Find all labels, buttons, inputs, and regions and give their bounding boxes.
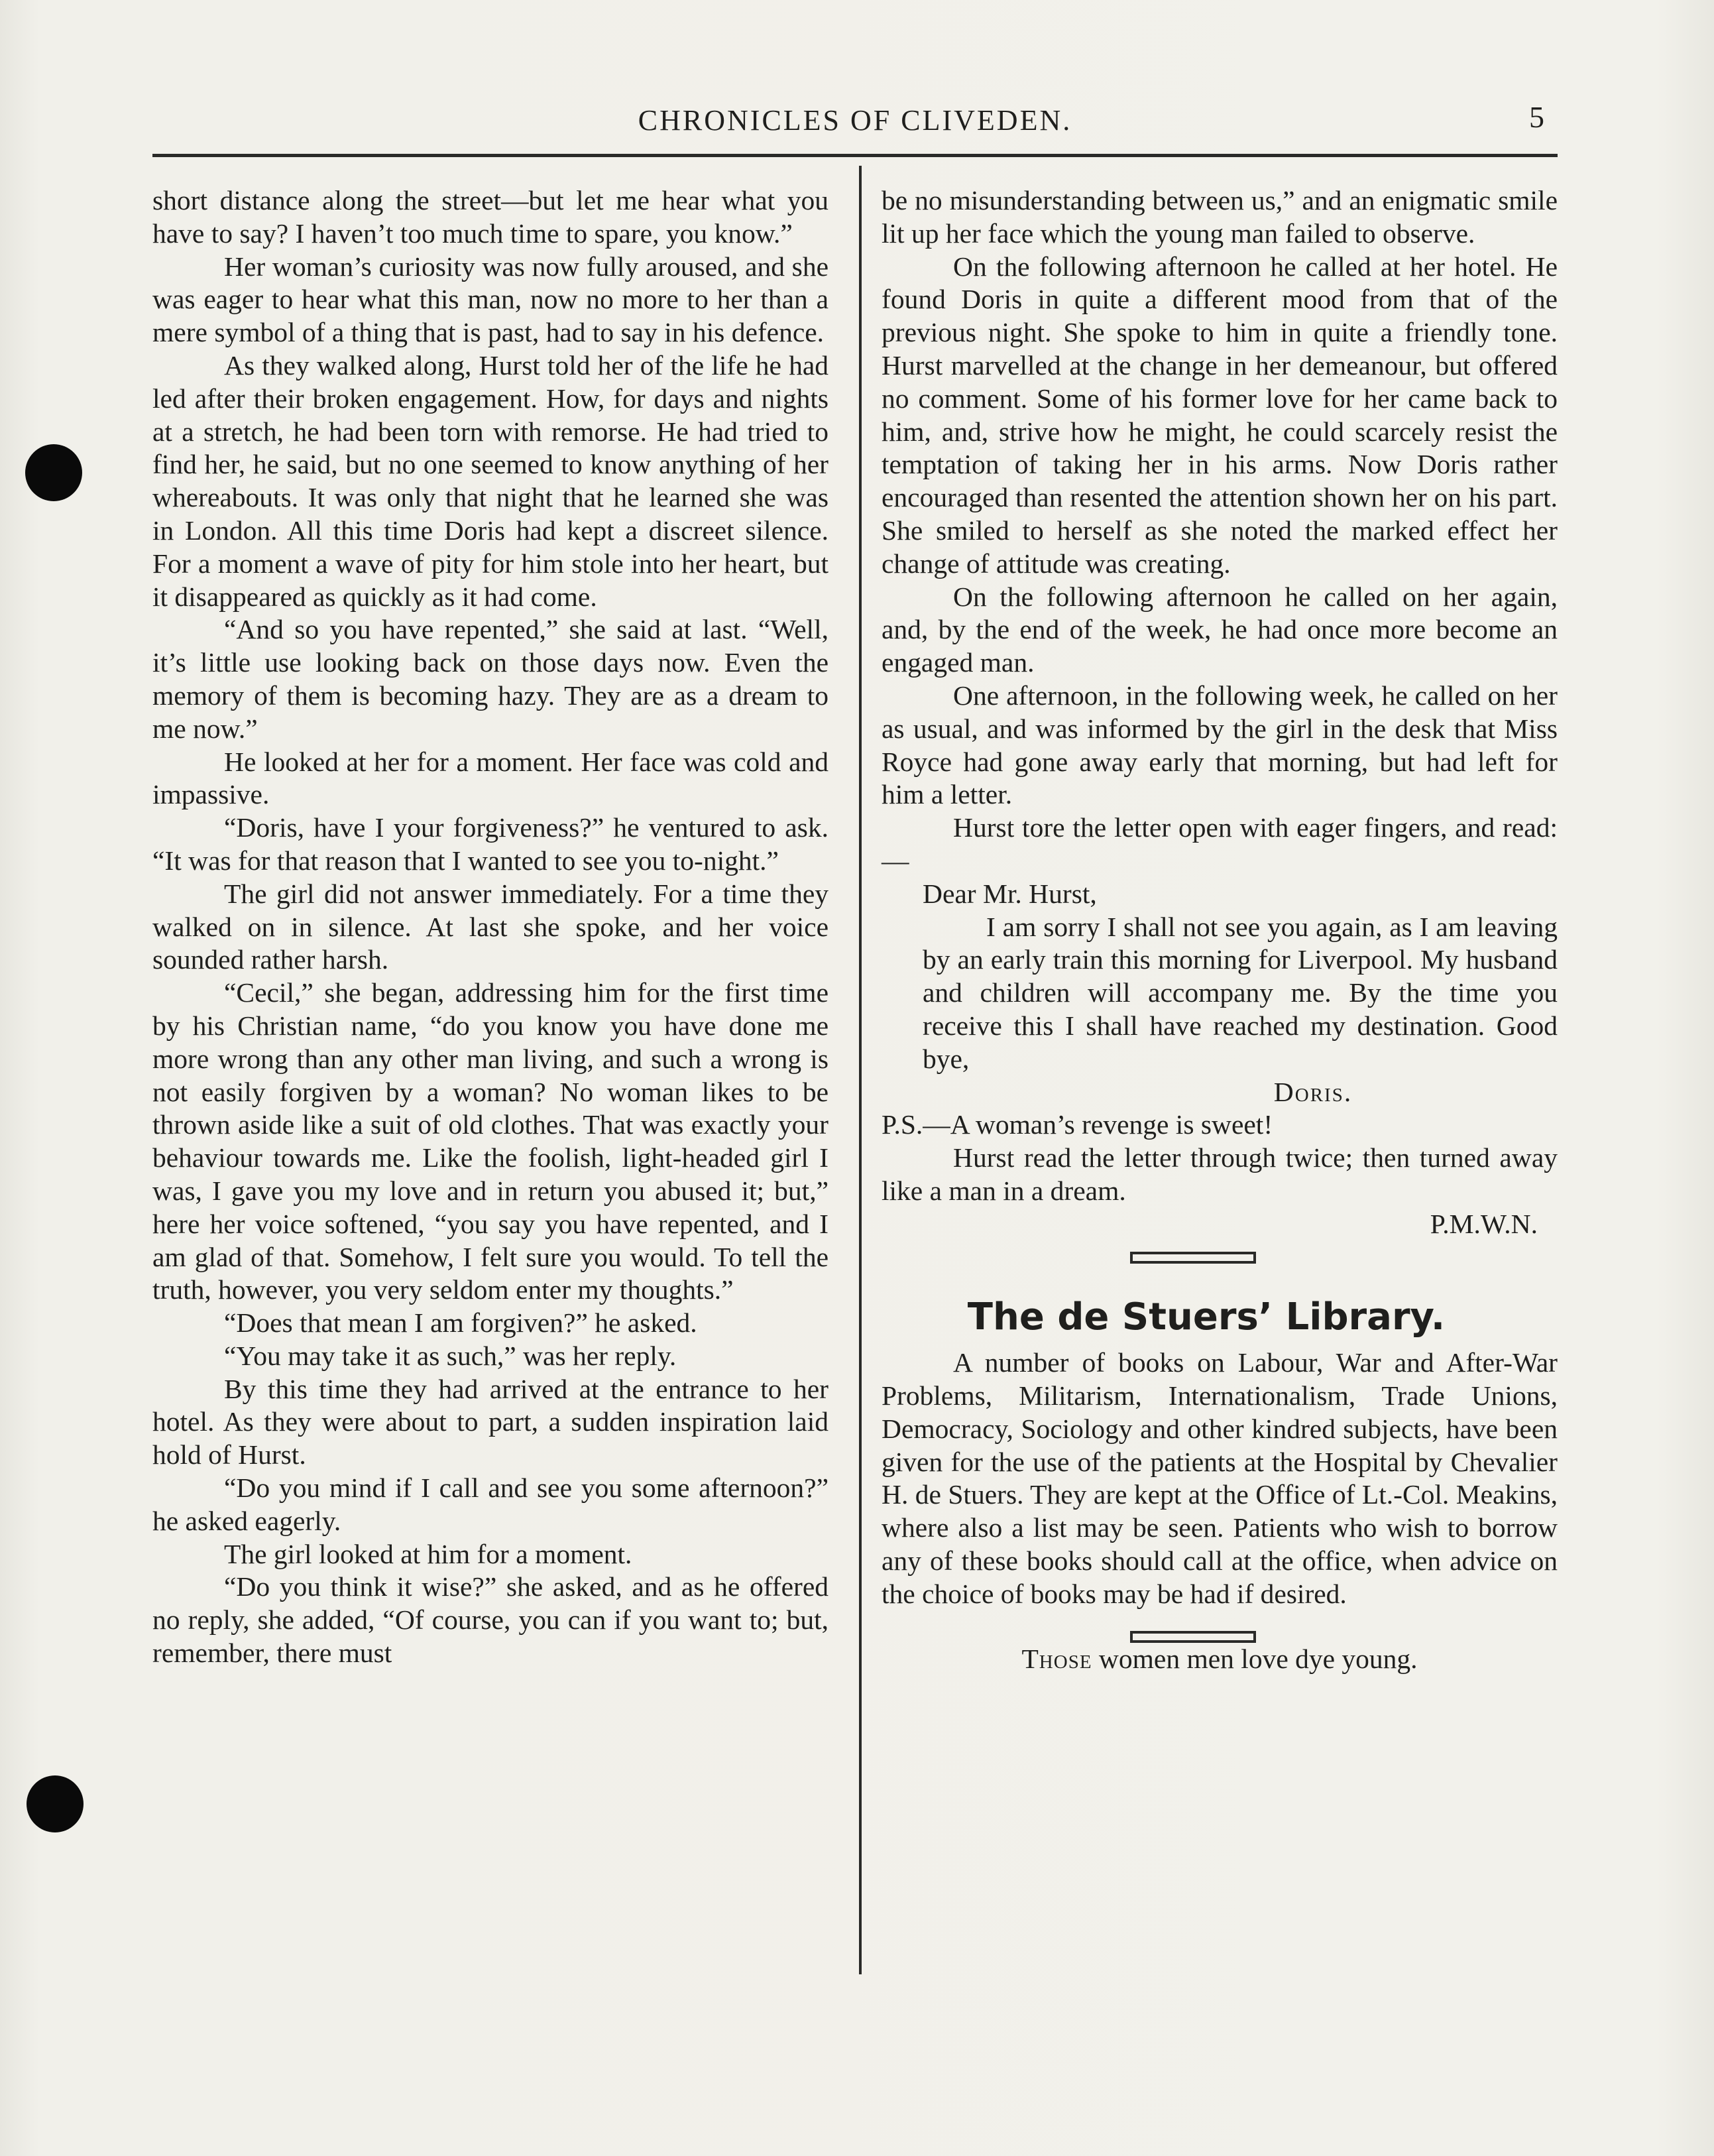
paragraph: A number of books on Labour, War and After-War Problems, Militarism, Internationalism, Trade Unions, Democracy, Sociology and other kindred subjects, have been given for the use of the patients at the Hospital by Chevalier H. de Stuers. They are kept at the Office of Lt.-Col. Meakins, where also a list may be seen. Patients who wish to borrow any of these books should call at the office, when advice on the choice of books may be had if desired. (882, 1347, 1558, 1609)
paragraph: “Do you mind if I call and see you some afternoon?” he asked eagerly. (152, 1472, 828, 1536)
letter-signature: Doris. (1273, 1076, 1353, 1107)
paragraph: “Cecil,” she began, addressing him for the first time by his Christian name, “do you know you have done me more wrong than any other man living, and such a wrong is not easily forgiven by a woman? No woman likes to be thrown aside like a suit of old clothes. That was exactly your behaviour towards me. Like the foolish, light-headed girl I was, I gave you my love and in return you abused it; but,” here her voice softened, “you say you have repented, and I am glad of that. Somehow, I felt sure you would. To tell the truth, however, you very seldom enter my thoughts.” (152, 977, 828, 1305)
paragraph: He looked at her for a moment. Her face was cold and impassive. (152, 746, 828, 810)
closing-line-text: women men love dye young. (1092, 1643, 1418, 1674)
section-ornament (1130, 1252, 1256, 1264)
paragraph: be no misunderstanding between us,” and an enigmatic smile lit up her face which the young man failed to observe. (882, 185, 1558, 249)
paragraph: On the following afternoon he called at her hotel. He found Doris in quite a different mood from that of the previous night. She spoke to him in quite a friendly tone. Hurst marvelled at the change in her demeanour, but offered no comment. Some of his former love for her came back to him, and, strive how he might, he could scarcely resist the temptation of taking her in his arms. Now Doris rather encouraged than resented the attention shown her on his part. She smiled to herself as she noted the marked effect her change of attitude was creating. (882, 251, 1558, 579)
paragraph: By this time they had arrived at the entrance to her hotel. As they were about to part, a sudden inspiration laid hold of Hurst. (152, 1373, 828, 1470)
letter-body: I am sorry I shall not see you again, as I am leaving by an early train this morning for Liverpool. My husband and children will accompany me. By the time you receive this I shall have reached my destination. Good bye, (923, 911, 1558, 1074)
paragraph: “Doris, have I your forgiveness?” he ventured to ask. “It was for that reason that I wanted to see you to-night.” (152, 812, 828, 876)
paragraph: short distance along the street—but let me hear what you have to say? I haven’t too much time to spare, you know.” (152, 185, 828, 249)
postscript: P.S.—A woman’s revenge is sweet! (882, 1109, 1273, 1140)
paragraph: Her woman’s curiosity was now fully aroused, and she was eager to hear what this man, now no more to her than a mere symbol of a thing that is past, had to say in his defence. (152, 251, 828, 348)
paragraph: “And so you have repented,” she said at last. “Well, it’s little use looking back on those days now. Even the memory of them is becoming hazy. They are as a dream to me now.” (152, 614, 828, 744)
letter-salutation: Dear Mr. Hurst, (923, 878, 1097, 909)
column-divider (859, 166, 862, 1974)
page-header (152, 99, 1558, 152)
paragraph: The girl did not answer immediately. For a time they walked on in silence. At last she spoke, and her voice sounded rather harsh. (152, 878, 828, 975)
paragraph: Hurst tore the letter open with eager fingers, and read:— (882, 812, 1558, 876)
page-number: 5 (1529, 100, 1544, 134)
running-title: CHRONICLES OF CLIVEDEN. (638, 104, 1072, 137)
paragraph: Hurst read the letter through twice; then turned away like a man in a dream. (882, 1142, 1558, 1206)
paragraph: One afternoon, in the following week, he called on her as usual, and was informed by the girl in the desk that Miss Royce had gone away early that morning, but had left for him a letter. (882, 680, 1558, 810)
paragraph: “Do you think it wise?” she asked, and as he offered no reply, she added, “Of course, you can if you want to; but, remember, there must (152, 1571, 828, 1669)
paragraph: “Does that mean I am forgiven?” he asked. (224, 1307, 697, 1339)
letter (923, 878, 1558, 1109)
paragraph: On the following afternoon he called on her again, and, by the end of the week, he had once more become an engaged man. (882, 581, 1558, 678)
punch-hole-bottom (27, 1775, 84, 1832)
left-column (152, 184, 828, 1670)
section-ornament (1130, 1631, 1256, 1643)
paragraph: The girl looked at him for a moment. (224, 1538, 632, 1569)
header-rule (152, 154, 1558, 157)
paragraph: “You may take it as such,” was her reply. (224, 1340, 677, 1371)
author-initials: P.M.W.N. (1430, 1208, 1538, 1239)
closing-line (882, 1643, 1558, 1676)
punch-hole-top (25, 444, 82, 501)
right-column (882, 184, 1558, 1675)
section-heading: The de Stuers’ Library. (967, 1295, 1446, 1339)
closing-line-lead: Those (1021, 1643, 1092, 1674)
paragraph: As they walked along, Hurst told her of the life he had led after their broken engagement. How, for days and nights at a stretch, he had been torn with remorse. He had tried to find her, he said, but no one seemed to know anything of her whereabouts. It was only that night that he learned she was in London. All this time Doris had kept a discreet silence. For a moment a wave of pity for him stole into her heart, but it disappeared as quickly as it had come. (152, 349, 828, 612)
